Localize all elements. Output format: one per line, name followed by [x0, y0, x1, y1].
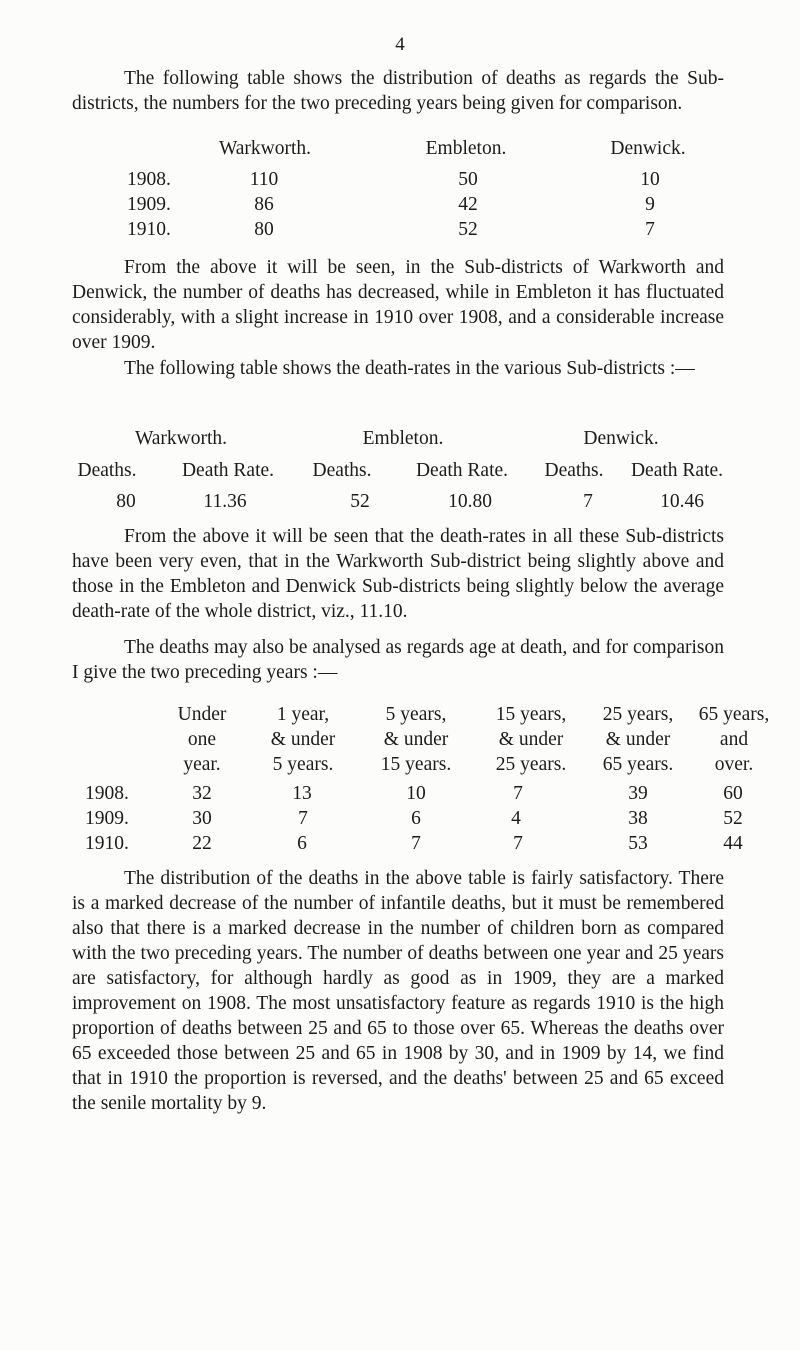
- table3-header: & under: [270, 729, 336, 750]
- table2-subheader: Death Rate.: [630, 460, 724, 481]
- table3-cell: 6: [411, 808, 421, 829]
- table3-header: and: [719, 729, 749, 750]
- table3-header: 1 year,: [276, 704, 330, 725]
- table3-header: & under: [498, 729, 564, 750]
- table2-cell: 10.80: [448, 491, 492, 512]
- table3-header: 25 years.: [495, 754, 567, 775]
- table3-cell: 7: [298, 808, 308, 829]
- table2-cell: 52: [350, 491, 370, 512]
- table3-header: over.: [714, 754, 754, 775]
- table2-cell: 7: [583, 491, 593, 512]
- table3-header: 15 years.: [380, 754, 452, 775]
- table3-header: 15 years,: [495, 704, 567, 725]
- table3-cell: 13: [292, 783, 312, 804]
- table2-subheader: Death Rate.: [415, 460, 509, 481]
- table3-cell: 6: [297, 833, 307, 854]
- table1-cell: 7: [645, 219, 655, 240]
- table2-district-embleton: Embleton.: [362, 428, 444, 449]
- table3-cell: 60: [723, 783, 743, 804]
- death-rate-intro-paragraph: The following table shows the death-rates in the various Sub-districts :—: [124, 358, 695, 379]
- table1-header-denwick: Denwick.: [610, 138, 686, 159]
- table3-header: 5 years.: [272, 754, 334, 775]
- table3-cell: 52: [723, 808, 743, 829]
- table1-cell: 50: [458, 169, 478, 190]
- table1-cell: 52: [458, 219, 478, 240]
- table1-cell: 86: [254, 194, 274, 215]
- table3-cell: 10: [406, 783, 426, 804]
- table3-cell: 38: [628, 808, 648, 829]
- table2-subheader: Death Rate.: [181, 460, 275, 481]
- table3-year: 1908.: [85, 783, 129, 804]
- table2-cell: 11.36: [203, 491, 247, 512]
- table3-cell: 32: [192, 783, 212, 804]
- table1-cell: 10: [640, 169, 660, 190]
- table3-header: one: [187, 729, 217, 750]
- table2-cell: 10.46: [660, 491, 704, 512]
- table3-header: & under: [605, 729, 671, 750]
- age-analysis-paragraph: The distribution of the deaths in the above table is fairly satisfactory. There is a marked decrease of the number of infantile deaths, but it must be remembered also that there is a marked decrease in the number of children born as compared with the two preceding years. The number of deaths between one year and 25 years are satisfactory, for although hardly as good as in 1909, they are a marked improvement on 1908. The most unsatisfactory feature as regards 1910 is the high proportion of deaths between 25 and 65 to those over 65. Whereas the deaths over 65 exceeded those between 25 and 65 in 1908 by 30, and in 1909 by 14, we find that in 1910 the proportion is reversed, and the deaths' between 25 and 65 exceed the senile mortality by 9.: [72, 868, 724, 1114]
- table2-subheader: Deaths.: [544, 460, 604, 481]
- page-number: 4: [395, 34, 405, 55]
- table1-header-warkworth: Warkworth.: [218, 138, 312, 159]
- table3-cell: 44: [723, 833, 743, 854]
- table1-cell: 80: [254, 219, 274, 240]
- death-rate-analysis-paragraph: From the above it will be seen that the death-rates in all these Sub-districts have been very even, that in the Warkworth Sub-district being slightly above and those in the Embleton and Denwick Sub-districts being slightly below the average death-rate of the whole district, viz., 11.10.: [72, 526, 724, 622]
- table3-header: & under: [383, 729, 449, 750]
- table3-cell: 7: [513, 833, 523, 854]
- table2-district-denwick: Denwick.: [583, 428, 659, 449]
- subdistrict-analysis-paragraph: From the above it will be seen, in the Sub-districts of Warkworth and Denwick, the number of deaths has decreased, while in Embleton it has fluctuated considerably, with a slight increase in 1910 over 1908, and a considerable increase over 1909.: [72, 257, 724, 353]
- table1-cell: 42: [458, 194, 478, 215]
- table3-cell: 22: [192, 833, 212, 854]
- table3-cell: 30: [192, 808, 212, 829]
- table1-header-embleton: Embleton.: [425, 138, 507, 159]
- table3-header: year.: [183, 754, 221, 775]
- table2-district-warkworth: Warkworth.: [134, 428, 228, 449]
- table3-cell: 7: [411, 833, 421, 854]
- table3-year: 1909.: [85, 808, 129, 829]
- table3-cell: 53: [628, 833, 648, 854]
- table1-cell: 110: [249, 169, 279, 190]
- table3-header: 65 years.: [602, 754, 674, 775]
- table3-header: 5 years,: [385, 704, 447, 725]
- table3-year: 1910.: [85, 833, 129, 854]
- table1-year: 1909.: [127, 194, 171, 215]
- table3-header: Under: [177, 704, 227, 725]
- table2-subheader: Deaths.: [77, 460, 137, 481]
- intro-paragraph: The following table shows the distribution of deaths as regards the Sub-districts, the numbers for the two preceding years being given for comparison.: [72, 68, 724, 114]
- table2-subheader: Deaths.: [312, 460, 372, 481]
- table2-cell: 80: [116, 491, 136, 512]
- table1-cell: 9: [645, 194, 655, 215]
- table3-header: 25 years,: [602, 704, 674, 725]
- table3-header: 65 years,: [698, 704, 770, 725]
- table3-cell: 4: [511, 808, 521, 829]
- age-analysis-intro-paragraph: The deaths may also be analysed as regards age at death, and for comparison I give the two preceding years :—: [72, 637, 724, 683]
- table3-cell: 7: [513, 783, 523, 804]
- table1-year: 1908.: [127, 169, 171, 190]
- table1-year: 1910.: [127, 219, 171, 240]
- table3-cell: 39: [628, 783, 648, 804]
